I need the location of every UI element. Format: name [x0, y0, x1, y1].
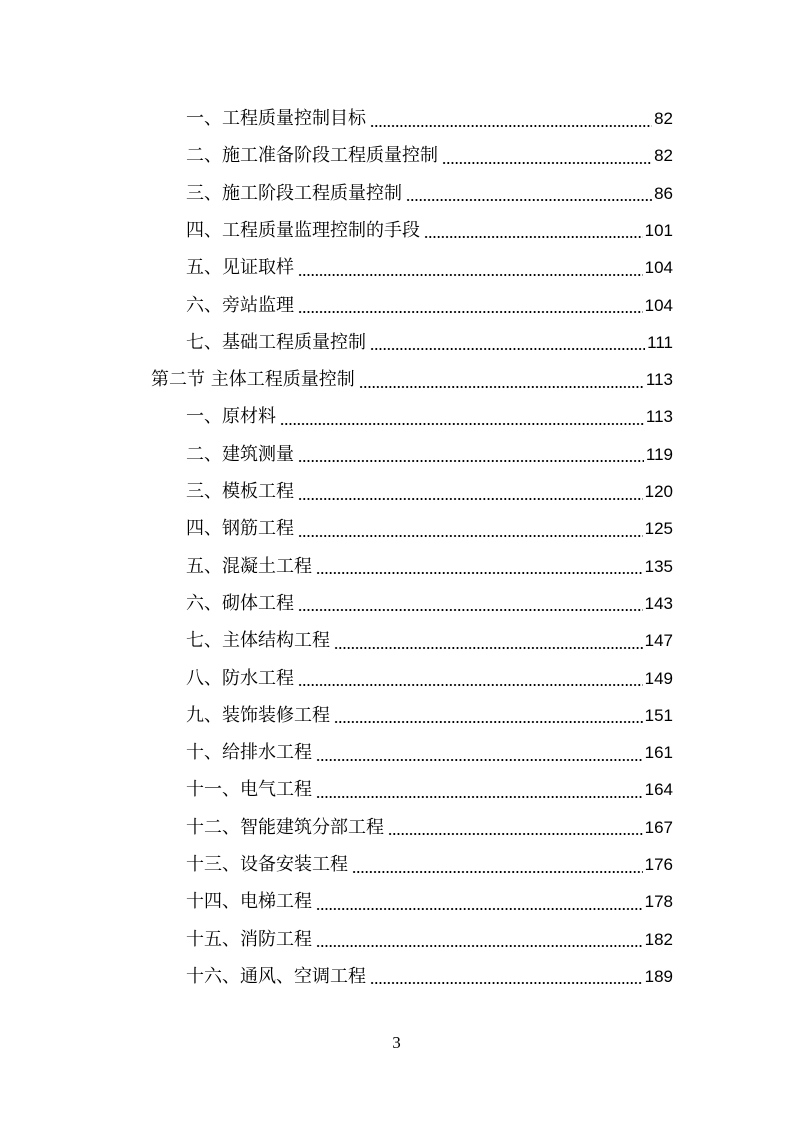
- toc-row[interactable]: [186, 734, 673, 771]
- toc-dot-leader: [370, 347, 645, 351]
- toc-title: 九、装饰装修工程: [186, 704, 330, 726]
- toc-page-number: 82: [654, 146, 673, 166]
- toc-dot-leader: [298, 459, 644, 463]
- toc-row[interactable]: [186, 287, 673, 324]
- toc-title: 一、原材料: [186, 406, 276, 428]
- toc-title: 十四、电梯工程: [186, 891, 312, 913]
- toc-row[interactable]: [186, 436, 673, 473]
- toc-dot-leader: [316, 758, 643, 762]
- toc-title: 十六、通风、空调工程: [186, 965, 366, 987]
- toc-dot-leader: [370, 124, 652, 128]
- toc-row[interactable]: [186, 958, 673, 995]
- toc-title: 十一、电气工程: [186, 779, 312, 801]
- toc-row[interactable]: [186, 100, 673, 137]
- toc-row[interactable]: [186, 622, 673, 659]
- toc-row[interactable]: [186, 137, 673, 174]
- toc-dot-leader: [316, 571, 643, 575]
- toc-title: 二、建筑测量: [186, 443, 294, 465]
- toc-page-number: 113: [645, 370, 673, 390]
- toc-row[interactable]: [186, 921, 673, 958]
- toc-page-number: 151: [644, 705, 673, 725]
- toc-dot-leader: [370, 981, 643, 985]
- toc-title: 八、防水工程: [186, 667, 294, 689]
- toc-row[interactable]: [186, 846, 673, 883]
- toc-page-number: 164: [644, 780, 673, 800]
- toc-title: 六、砌体工程: [186, 592, 294, 614]
- toc-dot-leader: [298, 683, 643, 687]
- toc-dot-leader: [298, 608, 643, 612]
- toc-page-number: 86: [654, 183, 673, 203]
- toc-dot-leader: [406, 198, 652, 202]
- toc-page-number: 135: [644, 556, 673, 576]
- toc-title: 十三、设备安装工程: [186, 854, 348, 875]
- page-number: 3: [392, 1033, 401, 1052]
- toc-page-number: 149: [644, 668, 673, 688]
- toc-title: 第二节 主体工程质量控制: [151, 369, 355, 391]
- toc-row[interactable]: [186, 175, 673, 212]
- toc-page-number: 189: [644, 966, 673, 986]
- toc-page-number: 182: [644, 929, 673, 949]
- toc-section-row[interactable]: [151, 361, 673, 398]
- toc-row[interactable]: [186, 398, 673, 435]
- toc-row[interactable]: [186, 697, 673, 734]
- toc-page-number: 178: [644, 892, 673, 912]
- toc-row[interactable]: [186, 883, 673, 920]
- toc-title: 二、施工准备阶段工程质量控制: [186, 145, 438, 167]
- toc-title: 五、混凝土工程: [186, 555, 312, 577]
- toc-row[interactable]: [186, 809, 673, 846]
- toc-title: 十五、消防工程: [186, 928, 312, 950]
- toc-dot-leader: [334, 646, 643, 650]
- toc-dot-leader: [298, 497, 643, 501]
- toc-title: 七、主体结构工程: [186, 630, 330, 652]
- toc-dot-leader: [298, 310, 643, 314]
- toc-page-number: 104: [644, 258, 673, 278]
- toc-page-number: 82: [654, 109, 673, 128]
- toc-row[interactable]: [186, 324, 673, 361]
- toc-row[interactable]: [186, 510, 673, 547]
- toc-dot-leader: [316, 907, 643, 911]
- toc-title: 四、钢筋工程: [186, 518, 294, 540]
- toc-dot-leader: [298, 273, 643, 277]
- toc-row[interactable]: [186, 249, 673, 286]
- toc-title: 六、旁站监理: [186, 294, 294, 316]
- toc-dot-leader: [388, 832, 643, 836]
- toc-title: 三、施工阶段工程质量控制: [186, 182, 402, 204]
- toc-title: 七、基础工程质量控制: [186, 331, 366, 353]
- toc-dot-leader: [352, 870, 643, 874]
- toc-page-number: 143: [644, 593, 673, 613]
- toc-page-number: 113: [645, 407, 673, 427]
- toc-title: 三、模板工程: [186, 481, 294, 502]
- toc-dot-leader: [424, 235, 643, 239]
- toc-row[interactable]: [186, 585, 673, 622]
- toc-row[interactable]: [186, 212, 673, 249]
- toc-title: 四、工程质量监理控制的手段: [186, 219, 420, 241]
- toc-dot-leader: [334, 720, 643, 724]
- toc-page-number: 161: [644, 743, 673, 763]
- toc-page-number: 147: [644, 631, 673, 651]
- toc-row[interactable]: [186, 660, 673, 697]
- toc-title: 五、见证取样: [186, 257, 294, 279]
- toc-page-number: 125: [644, 519, 673, 539]
- toc-row[interactable]: [186, 548, 673, 585]
- toc-page-number: 104: [644, 295, 673, 315]
- toc-dot-leader: [280, 422, 644, 426]
- toc-title: 一、工程质量控制目标: [186, 108, 366, 129]
- toc-page-number: 101: [644, 220, 673, 240]
- toc-page-number: 120: [644, 482, 673, 501]
- toc-dot-leader: [298, 534, 643, 538]
- toc-dot-leader: [442, 161, 652, 165]
- toc-page-number: 111: [647, 332, 673, 352]
- toc-dot-leader: [359, 385, 644, 389]
- toc-dot-leader: [316, 795, 643, 799]
- toc-row[interactable]: [186, 771, 673, 808]
- toc-title: 十、给排水工程: [186, 742, 312, 764]
- toc-page-number: 176: [644, 855, 673, 874]
- toc-page-number: 167: [644, 817, 673, 837]
- toc-row[interactable]: [186, 473, 673, 510]
- toc-dot-leader: [316, 944, 643, 948]
- toc-page-number: 119: [645, 444, 673, 464]
- toc-title: 十二、智能建筑分部工程: [186, 816, 384, 838]
